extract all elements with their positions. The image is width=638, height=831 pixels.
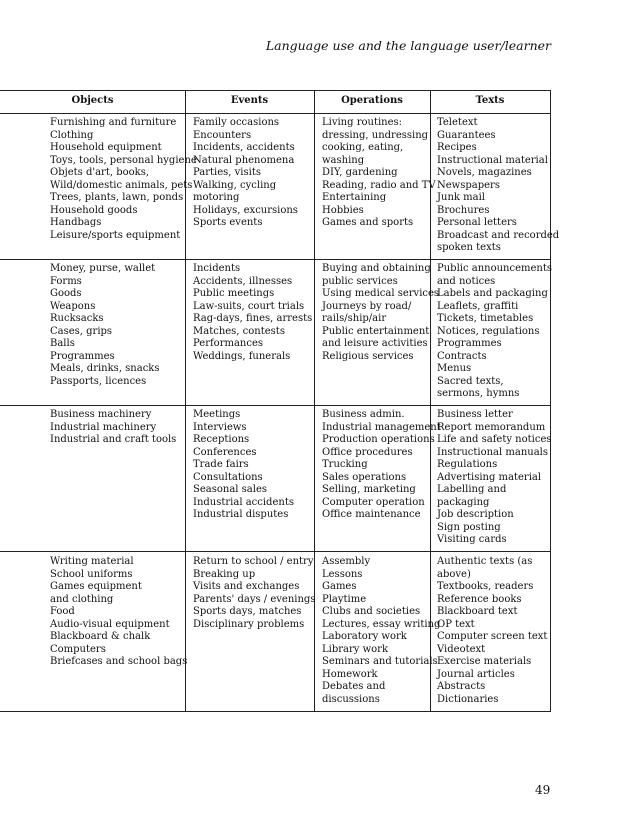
cell-line: Playtime xyxy=(322,593,367,605)
cell-line: Public meetings xyxy=(193,288,275,300)
cell-line: Guarantees xyxy=(437,129,496,141)
cell-line: Menus xyxy=(437,363,472,375)
cell-line: Performances xyxy=(193,338,264,350)
column-header-texts: Texts xyxy=(475,95,505,106)
table-cell-objects xyxy=(50,263,160,388)
cell-line: Buying and obtaining xyxy=(322,263,431,274)
column-header-operations: Operations xyxy=(341,95,403,106)
cell-line: Public entertainment xyxy=(322,325,430,337)
cell-line: Sacred texts, xyxy=(437,375,504,387)
table-cell-texts xyxy=(437,556,547,707)
cell-line: Computer operation xyxy=(322,496,425,508)
cell-line: Holidays, excursions xyxy=(193,204,298,216)
cell-line: Lessons xyxy=(322,568,363,580)
cell-line: Incidents, accidents xyxy=(193,142,295,154)
cell-line: Games and sports xyxy=(322,217,414,229)
cell-line: Matches, contests xyxy=(193,325,285,337)
cell-line: School uniforms xyxy=(50,568,133,580)
table-cell-texts xyxy=(437,409,552,547)
cell-line: Office procedures xyxy=(322,446,413,458)
cell-line: Reading, radio and TV xyxy=(322,179,436,191)
cell-line: and clothing xyxy=(50,593,114,605)
cell-line: Parents' days / evenings xyxy=(193,593,316,605)
cell-line: Hobbies xyxy=(322,204,364,216)
cell-line: Audio-visual equipment xyxy=(50,618,170,630)
table-cell-events xyxy=(193,409,294,522)
cell-line: Teletext xyxy=(437,117,478,128)
table-cell-objects xyxy=(50,409,176,447)
cell-line: Instructional material xyxy=(437,154,548,166)
cell-line: OP text xyxy=(437,618,475,630)
cell-line: Breaking up xyxy=(193,568,256,580)
cell-line: Interviews xyxy=(193,421,247,433)
table-cell-texts xyxy=(437,263,552,401)
cell-line: Debates and xyxy=(322,681,386,693)
page-number: 49 xyxy=(535,783,551,797)
cell-line: sermons, hymns xyxy=(437,388,520,400)
column-header-objects: Objects xyxy=(71,95,114,106)
cell-line: Abstracts xyxy=(437,681,486,693)
cell-line: Cases, grips xyxy=(50,325,113,337)
table-rule-row xyxy=(0,259,551,260)
cell-line: Industrial and craft tools xyxy=(50,434,177,446)
cell-line: DIY, gardening xyxy=(322,167,398,179)
cell-line: Textbooks, readers xyxy=(437,581,534,593)
cell-line: rails/ship/air xyxy=(322,313,387,325)
cell-line: Household goods xyxy=(50,204,138,216)
cell-line: Recipes xyxy=(437,142,477,154)
cell-line: Food xyxy=(50,606,75,618)
cell-line: Authentic texts (as xyxy=(437,556,533,567)
cell-line: cooking, eating, xyxy=(322,142,404,154)
cell-line: Leaflets, graffiti xyxy=(437,300,519,312)
table-rule-row xyxy=(0,405,551,406)
cell-line: Public announcements xyxy=(437,263,552,274)
cell-line: Selling, marketing xyxy=(322,484,416,496)
cell-line: Assembly xyxy=(322,556,371,567)
cell-line: Objets d'art, books, xyxy=(50,167,150,179)
cell-line: Laboratory work xyxy=(322,631,407,643)
cell-line: Industrial accidents xyxy=(193,496,294,508)
column-header-events: Events xyxy=(230,95,269,106)
cell-line: public services xyxy=(322,275,398,287)
cell-line: Parties, visits xyxy=(193,167,261,179)
cell-line: Goods xyxy=(50,288,82,300)
table-cell-events xyxy=(193,263,312,363)
cell-line: Visits and exchanges xyxy=(193,581,300,593)
cell-line: Reference books xyxy=(437,593,522,605)
cell-line: Forms xyxy=(50,275,82,287)
cell-line: Law-suits, court trials xyxy=(193,300,305,312)
cell-line: Meetings xyxy=(193,409,241,420)
cell-line: Dictionaries xyxy=(437,694,499,706)
table-cell-operations xyxy=(322,409,441,522)
cell-line: discussions xyxy=(322,694,380,706)
cell-line: Clothing xyxy=(50,129,94,141)
cell-line: above) xyxy=(437,568,471,580)
cell-line: Money, purse, wallet xyxy=(50,263,156,274)
cell-line: Trucking xyxy=(322,459,368,471)
cell-line: Life and safety notices xyxy=(437,434,552,446)
cell-line: Receptions xyxy=(193,434,250,446)
cell-line: Labels and packaging xyxy=(437,288,548,300)
running-header: Language use and the language user/learner xyxy=(265,38,551,53)
cell-line: Conferences xyxy=(193,446,257,458)
cell-line: and notices xyxy=(437,275,496,287)
cell-line: Brochures xyxy=(437,204,490,216)
cell-line: Industrial management xyxy=(322,421,441,433)
cell-line: Rucksacks xyxy=(50,313,104,325)
cell-line: Wild/domestic animals, pets xyxy=(50,179,193,191)
cell-line: Industrial machinery xyxy=(50,421,157,433)
cell-line: Walking, cycling xyxy=(193,179,277,191)
cell-line: Household equipment xyxy=(50,142,162,154)
cell-line: Incidents xyxy=(193,263,241,274)
cell-line: Handbags xyxy=(50,217,102,229)
cell-line: Natural phenomena xyxy=(193,154,295,166)
cell-line: Writing material xyxy=(50,556,134,567)
cell-line: Encounters xyxy=(193,129,252,141)
table-cell-events xyxy=(193,117,298,230)
cell-line: Labelling and xyxy=(437,484,507,496)
cell-line: Visiting cards xyxy=(437,534,507,546)
cell-line: Advertising material xyxy=(437,471,542,483)
table-cell-operations xyxy=(322,117,436,230)
cell-line: Trees, plants, lawn, ponds xyxy=(50,192,184,204)
cell-line: Business letter xyxy=(437,409,513,420)
cell-line: Blackboard text xyxy=(437,606,518,618)
cell-line: Exercise materials xyxy=(437,656,532,668)
cell-line: Accidents, illnesses xyxy=(193,275,293,287)
cell-line: Entertaining xyxy=(322,192,387,204)
cell-line: dressing, undressing xyxy=(322,129,429,141)
table-cell-objects xyxy=(50,556,187,669)
cell-line: packaging xyxy=(437,496,490,508)
cell-line: Rag-days, fines, arrests xyxy=(193,313,313,325)
cell-line: Briefcases and school bags xyxy=(50,656,188,668)
cell-line: Consultations xyxy=(193,471,263,483)
cell-line: Regulations xyxy=(437,459,498,471)
cell-line: Office maintenance xyxy=(322,509,421,521)
cell-line: washing xyxy=(322,154,365,166)
table-cell-events xyxy=(193,556,315,631)
cell-line: Report memorandum xyxy=(437,421,546,433)
cell-line: Leisure/sports equipment xyxy=(50,229,181,241)
cell-line: Seasonal sales xyxy=(193,484,268,496)
cell-line: spoken texts xyxy=(437,242,501,254)
cell-line: Tickets, timetables xyxy=(437,313,534,325)
table-rule-header xyxy=(0,113,551,114)
cell-line: Trade fairs xyxy=(193,459,249,471)
cell-line: Instructional manuals xyxy=(437,446,548,458)
cell-line: Toys, tools, personal hygiene xyxy=(50,154,197,166)
cell-line: Notices, regulations xyxy=(437,325,540,337)
cell-line: Contracts xyxy=(437,350,487,362)
cell-line: Meals, drinks, snacks xyxy=(50,363,160,375)
cell-line: Family occasions xyxy=(193,117,280,128)
cell-line: Novels, magazines xyxy=(437,167,532,179)
cell-line: Industrial disputes xyxy=(193,509,289,521)
table-rule-row xyxy=(0,551,551,552)
table-cell-objects xyxy=(50,117,197,242)
table-cell-operations xyxy=(322,556,440,707)
cell-line: Broadcast and recorded xyxy=(437,229,560,241)
cell-line: Videotext xyxy=(437,643,486,655)
cell-line: Seminars and tutorials xyxy=(322,656,438,668)
cell-line: Journal articles xyxy=(437,668,515,680)
cell-line: Personal letters xyxy=(437,217,517,229)
cell-line: Using medical services xyxy=(322,288,440,300)
cell-line: Blackboard & chalk xyxy=(50,631,151,643)
cell-line: Sports events xyxy=(193,217,263,229)
cell-line: Sales operations xyxy=(322,471,407,483)
cell-line: Junk mail xyxy=(437,192,485,204)
cell-line: Weddings, funerals xyxy=(193,350,291,362)
cell-line: Return to school / entry xyxy=(193,556,314,567)
cell-line: Job description xyxy=(437,509,514,521)
cell-line: Clubs and societies xyxy=(322,606,421,618)
cell-line: Business admin. xyxy=(322,409,405,420)
table-cell-operations xyxy=(322,263,439,363)
cell-line: Journeys by road/ xyxy=(322,300,412,312)
cell-line: Lectures, essay writing xyxy=(322,618,441,630)
cell-line: Sports days, matches xyxy=(193,606,302,618)
table-cell-texts xyxy=(437,117,559,255)
cell-line: Passports, licences xyxy=(50,375,147,387)
cell-line: Games equipment xyxy=(50,581,142,593)
cell-line: motoring xyxy=(193,192,240,204)
cell-line: Furnishing and furniture xyxy=(50,117,177,128)
cell-line: Religious services xyxy=(322,350,414,362)
cell-line: Computer screen text xyxy=(437,631,548,643)
cell-line: Programmes xyxy=(50,350,115,362)
cell-line: and leisure activities xyxy=(322,338,428,350)
cell-line: Programmes xyxy=(437,338,502,350)
cell-line: Business machinery xyxy=(50,409,152,420)
cell-line: Living routines: xyxy=(322,117,403,128)
cell-line: Balls xyxy=(50,338,75,350)
table-rule-top xyxy=(0,90,551,91)
cell-line: Newspapers xyxy=(437,179,500,191)
table-rule-bottom xyxy=(0,711,551,712)
cell-line: Computers xyxy=(50,643,106,655)
cell-line: Homework xyxy=(322,668,378,680)
cell-line: Library work xyxy=(322,643,389,655)
cell-line: Production operations xyxy=(322,434,435,446)
cell-line: Disciplinary problems xyxy=(193,618,305,630)
cell-line: Games xyxy=(322,581,357,593)
cell-line: Weapons xyxy=(50,300,96,312)
cell-line: Sign posting xyxy=(437,521,501,533)
